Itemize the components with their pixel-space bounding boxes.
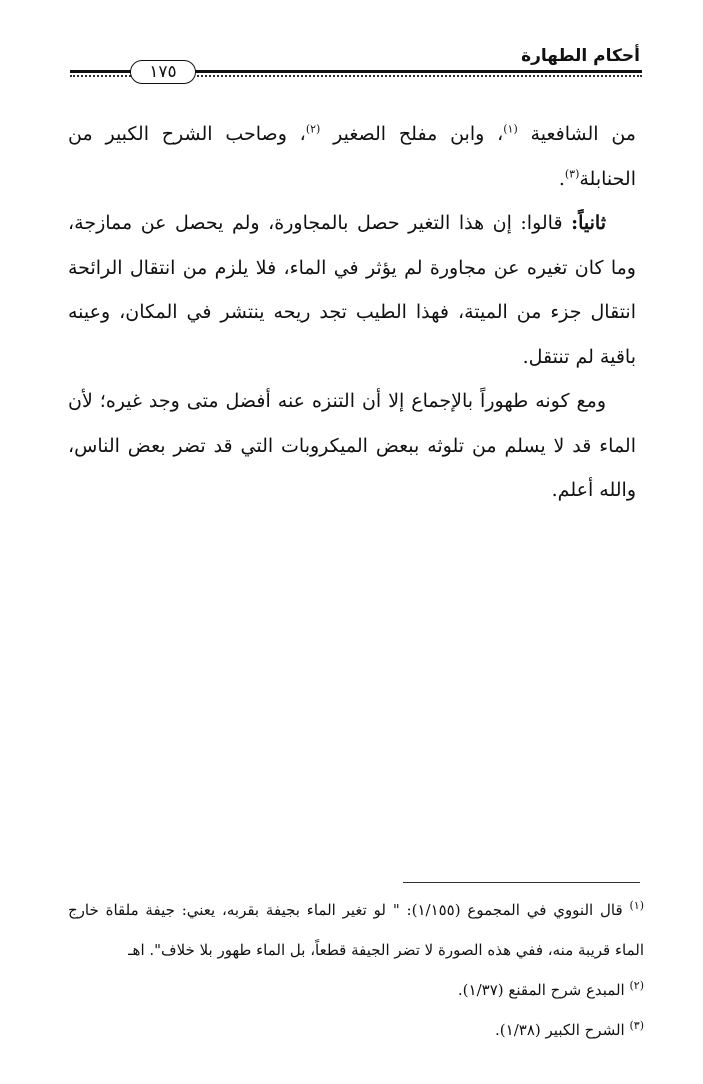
footnote-text: المبدع شرح المقنع (١/٣٧). <box>457 981 630 999</box>
footnote-2 <box>68 970 644 1010</box>
paragraph-3: ومع كونه طهوراً بالإجماع إلا أن التنزه عنه أفضل متى وجد غيره؛ لأن الماء قد لا يسلم من تلوثه ببعض الميكروبات التي قد تضر بعض الناس، والله أعلم. <box>68 390 636 501</box>
paragraph-1 <box>68 112 636 201</box>
footnote-number: (١) <box>629 899 645 912</box>
footnote-ref-1: (١) <box>503 122 518 136</box>
footnote-ref-3: (٣) <box>564 167 580 181</box>
paragraph-lead: ثانياً: <box>571 212 606 234</box>
page-number: ١٧٥ <box>130 60 196 84</box>
footnote-text: الشرح الكبير (١/٣٨). <box>495 1021 630 1039</box>
footnote-number: (٣) <box>629 1019 644 1032</box>
footnote-3 <box>68 1010 644 1050</box>
footnote-number: (٢) <box>629 979 644 992</box>
paragraph-2 <box>68 201 636 379</box>
page-header <box>70 44 642 84</box>
footnotes <box>68 890 644 1050</box>
text-run: ، وابن مفلح الصغير <box>320 123 504 145</box>
text-run: قالوا: إن هذا التغير حصل بالمجاورة، ولم يحصل عن ممازجة، وما كان تغيره عن مجاورة لم يؤثر في الماء، فلا يلزم من انتقال الرائحة انتقال جزء من الميتة، فهذا الطيب تجد ريحه ينتشر في المكان، وعينه باقية لم تنتقل. <box>68 212 636 368</box>
footnote-ref-2: (٢) <box>305 122 321 136</box>
main-text <box>68 112 636 513</box>
footnote-1 <box>68 890 644 970</box>
text-run: ، وصاحب الشرح الكبير من الحنابلة <box>68 123 636 190</box>
footnote-text: قال النووي في المجموع (١/١٥٥): " لو تغير الماء بجيفة بقربه، يعني: جيفة ملقاة خارج الماء قريبة منه، ففي هذه الصورة لا تضر الجيفة قطعاً، بل الماء طهور بلا خلاف". اهـ <box>68 901 644 959</box>
text-run: . <box>558 167 565 190</box>
text-run: من الشافعية <box>517 123 636 145</box>
book-title: أحكام الطهارة <box>521 46 640 66</box>
footnote-separator <box>403 882 640 883</box>
